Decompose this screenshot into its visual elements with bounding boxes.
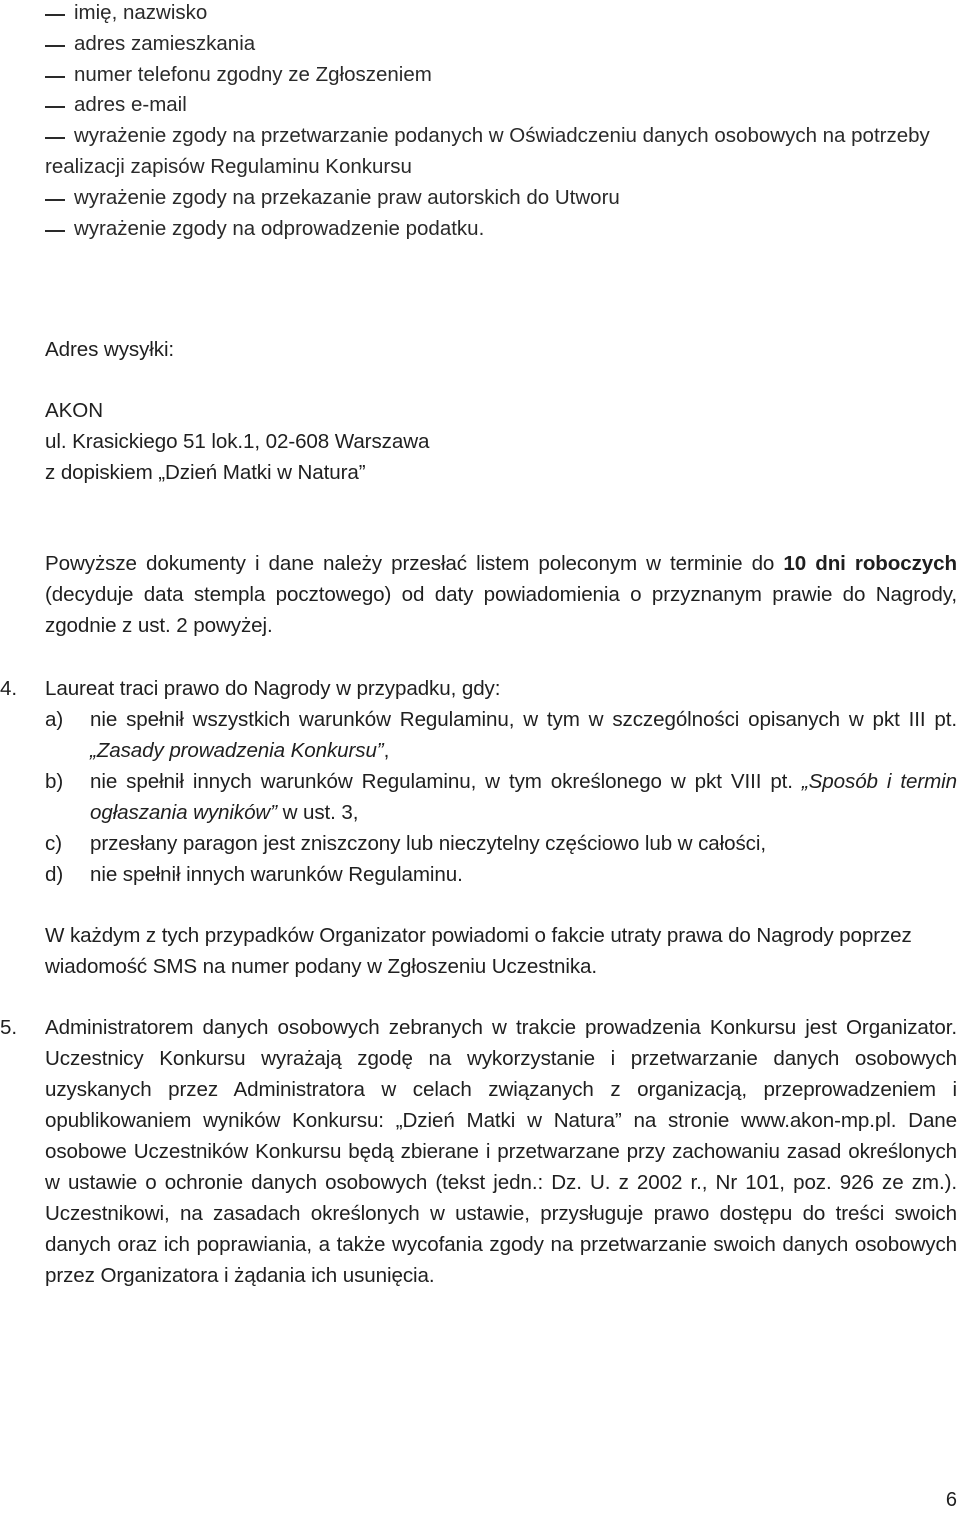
dash-bullet-icon <box>45 60 74 91</box>
deadline-paragraph <box>45 548 957 641</box>
list-item <box>45 859 957 890</box>
consent-list <box>45 0 957 244</box>
list-item-text: adres e-mail <box>74 93 187 117</box>
list-item-text: wyrażenie zgody na przetwarzanie podanych w Oświadczeniu danych osobowych na potrzeby realizacji zapisów Regulaminu Konkursu <box>45 124 930 178</box>
dash-bullet-icon <box>45 90 74 121</box>
shipping-heading <box>45 334 957 365</box>
dash-bullet-icon <box>45 214 74 245</box>
list-item <box>45 214 957 245</box>
page-number: 6 <box>945 1489 957 1511</box>
list-item <box>45 29 957 60</box>
list-item-text: imię, nazwisko <box>74 1 208 24</box>
list-item-text: nie spełnił innych warunków Regulaminu. <box>90 863 463 886</box>
section-4 <box>0 673 957 890</box>
list-item <box>45 183 957 214</box>
section-intro: Laureat traci prawo do Nagrody w przypadku, gdy: <box>45 677 501 700</box>
list-item-letter: a) <box>45 708 64 731</box>
section-5-text: Administratorem danych osobowych zebranych w trakcie prowadzenia Konkursu jest Organizator. Uczestnicy Konkursu wyrażają zgodę na wykorzystanie i przetwarzanie danych osobowych uzyskanych przez Administratora w celach związanych z organizacją, przeprowadzeniem i opublikowaniem wyników Konkursu: „Dzień Matki w Natura” na stronie www.akon-mp.pl. Dane osobowe Uczestników Konkursu będą zbierane i przetwarzane przy zachowaniu zasad określonych w ustawie o ochronie danych osobowych (tekst jedn.: Dz. U. z 2002 r., Nr 101, poz. 926 ze zm.). Uczestnikowi, na zasadach określonych w ustawie, przysługuje prawo dostępu do treści swoich danych oraz ich poprawiania, a także wycofania zgody na przetwarzanie swoich danych osobowych przez Organizatora i żądania ich usunięcia. <box>45 1016 957 1287</box>
list-item <box>45 121 957 183</box>
list-item-letter: d) <box>45 863 64 886</box>
section-4-closing <box>45 920 957 982</box>
list-item-text: numer telefonu zgodny ze Zgłoszeniem <box>74 62 432 86</box>
list-item-letter: b) <box>45 770 64 793</box>
shipping-name: AKON <box>45 399 103 422</box>
list-item <box>45 0 957 29</box>
section-5 <box>0 1012 957 1291</box>
deadline-text-part2: (decyduje data stempla pocztowego) od daty powiadomienia o przyznanym prawie do Nagrody, zgodnie z ust. 2 powyżej. <box>45 583 957 637</box>
dash-bullet-icon <box>45 0 74 29</box>
list-item <box>45 60 957 91</box>
forfeit-conditions-list <box>45 704 957 890</box>
dash-bullet-icon <box>45 121 74 152</box>
list-item <box>45 828 957 859</box>
list-item <box>45 90 957 121</box>
list-item-text: nie spełnił wszystkich warunków Regulaminu, w tym w szczególności opisanych w pkt III pt. „Zasady prowadzenia Konkursu”, <box>90 708 957 762</box>
dash-bullet-icon <box>45 183 74 214</box>
list-item-letter: c) <box>45 832 62 855</box>
deadline-bold: 10 dni roboczych <box>783 552 957 575</box>
dash-bullet-icon <box>45 29 74 60</box>
list-item-text: adres zamieszkania <box>74 31 256 55</box>
shipping-address <box>45 395 957 488</box>
list-item <box>45 766 957 828</box>
shipping-street: ul. Krasickiego 51 lok.1, 02-608 Warszawa <box>45 430 430 453</box>
section-number: 5. <box>0 1016 17 1039</box>
list-item <box>45 704 957 766</box>
list-item-text: wyrażenie zgody na przekazanie praw autorskich do Utworu <box>74 185 620 209</box>
list-item-text: wyrażenie zgody na odprowadzenie podatku. <box>74 216 485 240</box>
section-number: 4. <box>0 677 17 700</box>
deadline-text-part1: Powyższe dokumenty i dane należy przesłać listem poleconym w terminie do <box>45 552 784 575</box>
list-item-text: nie spełnił innych warunków Regulaminu, w tym określonego w pkt VIII pt. „Sposób i termin ogłaszania wyników” w ust. 3, <box>90 770 957 824</box>
section-4-closing-text: W każdym z tych przypadków Organizator powiadomi o fakcie utraty prawa do Nagrody poprzez wiadomość SMS na numer podany w Zgłoszeniu Uczestnika. <box>45 924 912 978</box>
shipping-note: z dopiskiem „Dzień Matki w Natura” <box>45 461 366 484</box>
shipping-heading-text: Adres wysyłki: <box>45 338 175 361</box>
list-item-text: przesłany paragon jest zniszczony lub nieczytelny częściowo lub w całości, <box>90 832 766 855</box>
